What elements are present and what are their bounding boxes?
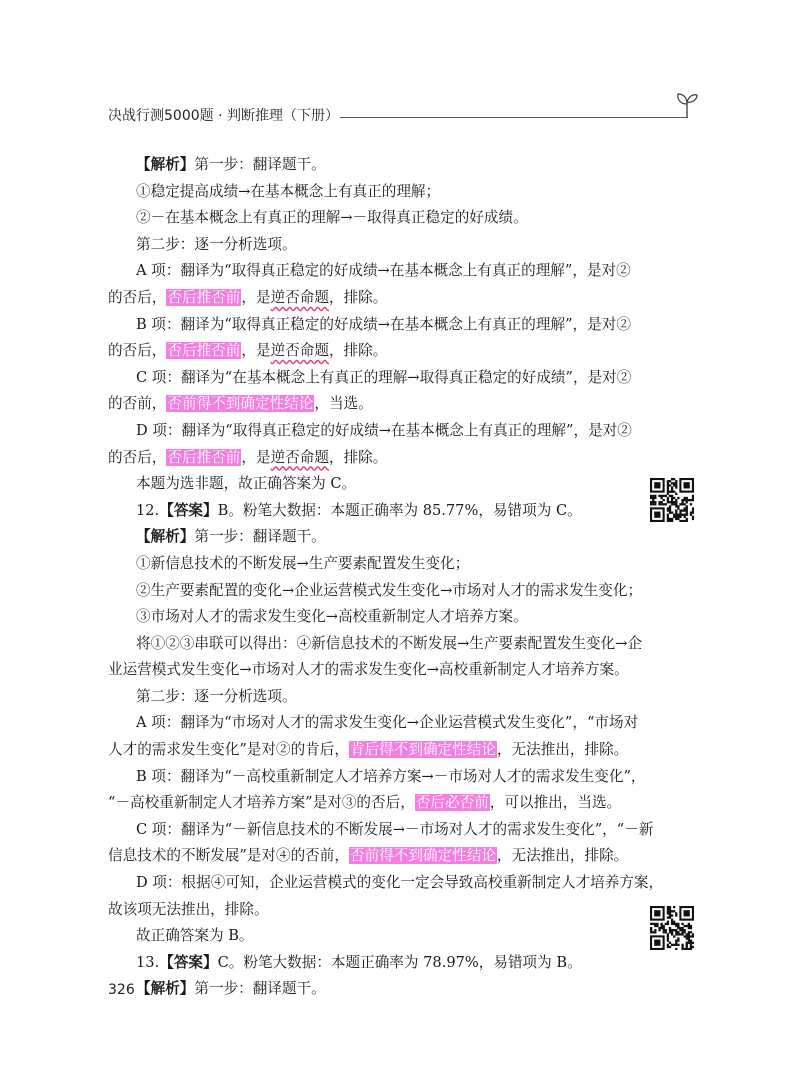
text-run: C 项：翻译为“－新信息技术的不断发展→－市场对人才的需求发生变化”，“－新 xyxy=(136,820,654,838)
underlined-term: 逆否命题 xyxy=(270,288,329,306)
text-run: D 项：翻译为“取得真正稳定的好成绩→在基本概念上有真正的理解”，是对② xyxy=(136,421,632,439)
text-line xyxy=(108,870,664,897)
text-line xyxy=(108,817,654,844)
qr-code-icon[interactable] xyxy=(650,478,694,522)
text-run: 的否后， xyxy=(108,288,167,306)
text-line xyxy=(108,578,643,605)
text-run: 的否后， xyxy=(108,342,167,360)
text-run: 第一步：翻译题干。 xyxy=(194,528,326,546)
text-run: ③市场对人才的需求发生变化→高校重新制定人才培养方案。 xyxy=(136,608,528,626)
text-line xyxy=(108,498,628,525)
text-run: C 项：翻译为“在基本概念上有真正的理解→取得真正稳定的好成绩”，是对② xyxy=(136,368,632,386)
text-run: ①新信息技术的不断发展→生产要素配置发生变化； xyxy=(136,554,470,572)
text-run: ①稳定提高成绩→在基本概念上有真正的理解； xyxy=(136,182,441,200)
text-run: ，当选。 xyxy=(314,395,373,413)
text-run: 第一步：翻译题干。 xyxy=(194,156,326,173)
page-number: 326 xyxy=(108,982,135,998)
text-run: ，无法推出，排除。 xyxy=(496,847,629,865)
highlight-term: 否后必否前 xyxy=(415,794,489,812)
sprout-icon xyxy=(676,91,698,117)
text-line xyxy=(108,657,628,684)
text-run: ②生产要素配置的变化→企业运营模式发生变化→市场对人才的需求发生变化； xyxy=(136,581,643,599)
text-run: 第一步：翻译题干。 xyxy=(194,980,326,998)
text-run: “－高校重新制定人才培养方案”是对③的否后， xyxy=(108,794,415,812)
header-rule xyxy=(340,117,688,118)
text-run: ，无法推出，排除。 xyxy=(496,741,629,759)
text-line xyxy=(108,232,628,259)
text-run: B。粉笔大数据：本题正确率为 85.77%，易错项为 C。 xyxy=(217,501,582,519)
text-line xyxy=(108,258,631,285)
text-run: D 项：根据④可知，企业运营模式的变化一定会导致高校重新制定人才培养方案， xyxy=(136,874,664,892)
text-line xyxy=(108,897,628,924)
explanation-body xyxy=(108,152,664,1003)
bold-label: 【答案】 xyxy=(159,501,218,519)
text-line xyxy=(108,790,628,817)
bold-label: 【答案】 xyxy=(159,953,218,971)
text-line xyxy=(108,604,628,631)
text-run: ，排除。 xyxy=(328,342,388,360)
text-line xyxy=(108,737,628,764)
text-run: 的否前， xyxy=(108,395,167,413)
text-line xyxy=(108,179,628,206)
text-line xyxy=(108,205,628,232)
text-line xyxy=(108,285,628,312)
text-line xyxy=(108,684,628,711)
text-run: B 项：翻译为“－高校重新制定人才培养方案→－市场对人才的需求发生变化”， xyxy=(136,767,646,785)
text-line xyxy=(108,418,632,445)
text-run: ，是 xyxy=(241,342,271,360)
underlined-term: 逆否命题 xyxy=(270,342,329,360)
header-title: 决战行测5000题 · 判断推理（下册） xyxy=(108,108,339,124)
text-run: ，可以推出，当选。 xyxy=(489,794,622,812)
text-line xyxy=(108,471,628,498)
text-line xyxy=(108,338,628,365)
highlight-term: 否后推否前 xyxy=(167,288,241,306)
text-line xyxy=(108,445,628,472)
bold-label: 【解析】 xyxy=(136,980,195,998)
page-header xyxy=(108,103,698,127)
text-line xyxy=(108,923,628,950)
text-run: ，是 xyxy=(241,448,271,466)
text-line xyxy=(108,631,643,658)
underlined-term: 逆否命题 xyxy=(270,448,329,466)
text-run: 第二步：逐一分析选项。 xyxy=(136,235,297,253)
text-line xyxy=(108,391,628,418)
text-run: A 项：翻译为“市场对人才的需求发生变化→企业运营模式发生变化”，“市场对 xyxy=(136,714,639,732)
text-line xyxy=(108,551,628,578)
text-line xyxy=(108,312,631,339)
text-run: A 项：翻译为“取得真正稳定的好成绩→在基本概念上有真正的理解”，是对② xyxy=(136,262,631,280)
text-run: 本题为选非题，故正确答案为 C。 xyxy=(136,475,357,493)
highlight-term: 肯后得不到确定性结论 xyxy=(349,741,496,759)
text-run: 信息技术的不断发展”是对④的否前， xyxy=(108,847,349,865)
qr-code-icon[interactable] xyxy=(650,906,694,950)
text-line xyxy=(108,976,628,1003)
text-run: 第二步：逐一分析选项。 xyxy=(136,687,297,705)
text-run: 人才的需求发生变化”是对②的肯后， xyxy=(108,741,349,759)
text-run: ，排除。 xyxy=(328,448,388,466)
text-line xyxy=(108,524,628,551)
text-run: ②－在基本概念上有真正的理解→－取得真正稳定的好成绩。 xyxy=(136,209,528,227)
text-line xyxy=(108,950,628,977)
text-line xyxy=(108,365,632,392)
text-run: 业运营模式发生变化→市场对人才的需求发生变化→高校重新制定人才培养方案。 xyxy=(108,661,629,679)
bold-label: 【解析】 xyxy=(136,528,195,546)
text-line xyxy=(108,152,628,179)
text-line xyxy=(108,843,628,870)
text-line xyxy=(108,710,639,737)
text-run: 的否后， xyxy=(108,448,167,466)
text-run: 故该项无法推出，排除。 xyxy=(108,900,269,918)
text-run: B 项：翻译为“取得真正稳定的好成绩→在基本概念上有真正的理解”，是对② xyxy=(136,315,631,333)
text-run: ，是 xyxy=(241,288,271,306)
text-run: 故正确答案为 B。 xyxy=(136,927,254,945)
text-run: 12. xyxy=(136,501,160,519)
highlight-term: 否后推否前 xyxy=(167,342,241,360)
text-run: ，排除。 xyxy=(328,288,388,306)
text-run: 13. xyxy=(136,953,160,971)
highlight-term: 否前得不到确定性结论 xyxy=(349,847,496,865)
text-run: C。粉笔大数据：本题正确率为 78.97%，易错项为 B。 xyxy=(217,953,582,971)
text-run: 将①②③串联可以得出：④新信息技术的不断发展→生产要素配置发生变化→企 xyxy=(136,634,643,652)
highlight-term: 否前得不到确定性结论 xyxy=(167,395,314,413)
bold-label: 【解析】 xyxy=(136,156,195,173)
text-line xyxy=(108,764,646,791)
highlight-term: 否后推否前 xyxy=(167,448,241,466)
